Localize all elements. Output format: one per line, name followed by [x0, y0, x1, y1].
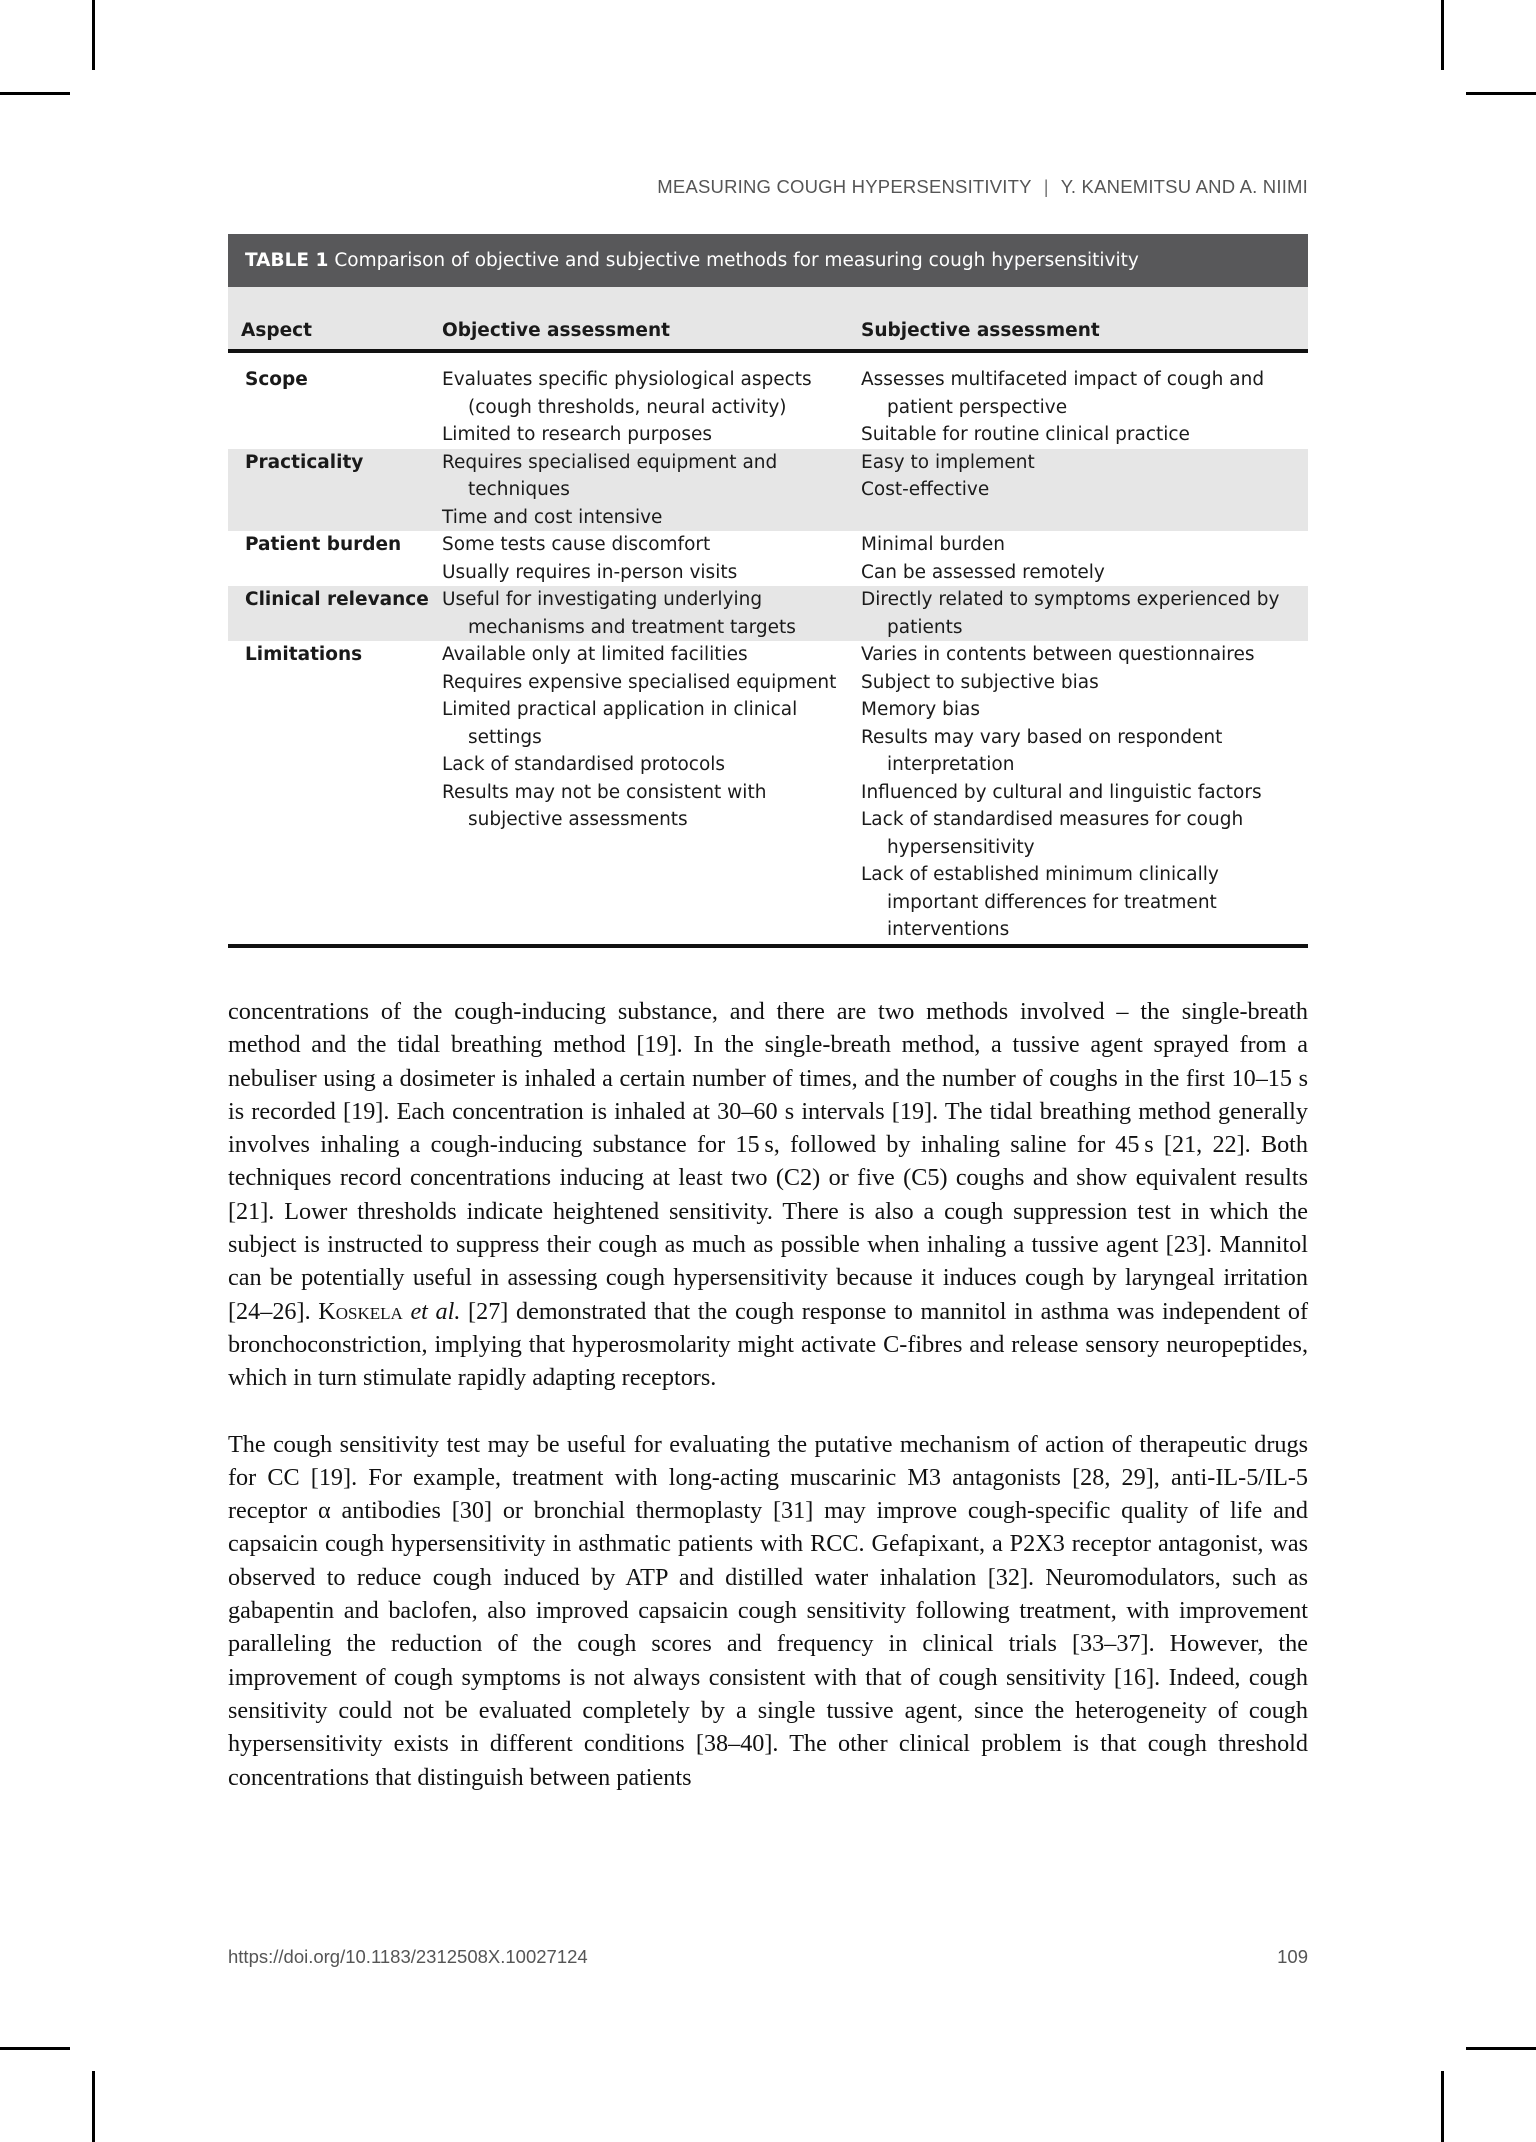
list-item: Suitable for routine clinical practice	[861, 424, 1190, 445]
running-head-title: MEASURING COUGH HYPERSENSITIVITY	[657, 176, 1032, 197]
crop-mark-bottom-right-vertical	[1441, 2071, 1444, 2142]
table-row-scope	[228, 351, 1308, 449]
list-item: Influenced by cultural and linguistic factors	[861, 781, 1262, 803]
objective-cell	[429, 586, 848, 641]
table-row-limitations	[228, 641, 1308, 946]
aspect-cell: Patient burden	[245, 534, 402, 555]
list-item: Results may not be consistent with subjective assessments	[442, 781, 767, 830]
paragraph-2: The cough sensitivity test may be useful for evaluating the putative mechanism of action of therapeutic drugs for CC [19]. For example, treatment with long-acting muscarinic M3 antagonists [28, 29], anti-IL-5/IL-5 receptor α antibodies [30] or bronchial thermoplasty [31] may improve cough-specific quality of life and capsaicin cough hypersensitivity in asthmatic patients with RCC. Gefapixant, a P2X3 receptor antagonist, was observed to reduce cough induced by ATP and distilled water inhalation [32]. Neuromodulators, such as gabapentin and baclofen, also improved capsaicin cough sensitivity following treatment, with improvement paralleling the reduction of the cough scores and frequency in clinical trials [33–37]. However, the improvement of cough symptoms is not always consistent with that of cough sensitivity [16]. Indeed, cough sensitivity could not be evaluated completely by a single tussive agent, since the heterogeneity of cough hypersensitivity exists in different conditions [38–40]. The other clinical problem is that cough threshold concentrations that distinguish between patients	[228, 1430, 1308, 1791]
aspect-cell: Limitations	[228, 641, 429, 946]
table-label: TABLE 1	[245, 250, 329, 271]
table-row-practicality	[228, 449, 1308, 532]
subjective-cell	[848, 586, 1308, 641]
list-item: Time and cost intensive	[442, 506, 663, 528]
subjective-cell	[848, 449, 1308, 532]
list-item: Minimal burden	[861, 534, 1005, 555]
list-item: Usually requires in-person visits	[442, 561, 738, 583]
table-caption	[228, 234, 1308, 287]
table-row-patient-burden	[228, 531, 1308, 586]
objective-cell	[429, 641, 848, 946]
column-header-aspect: Aspect	[228, 287, 429, 351]
aspect-cell: Practicality	[228, 449, 429, 532]
list-item: Subject to subjective bias	[861, 671, 1099, 693]
list-item: Some tests cause discomfort	[442, 534, 711, 555]
objective-cell	[429, 531, 848, 586]
crop-mark-bottom-left-horizontal	[0, 2047, 70, 2050]
list-item: Limited to research purposes	[442, 424, 713, 445]
crop-mark-top-left-horizontal	[0, 92, 70, 95]
list-item: Directly related to symptoms experienced by patients	[861, 589, 1280, 638]
crop-mark-bottom-right-horizontal	[1466, 2047, 1536, 2050]
list-item: Assesses multifaceted impact of cough and patient perspective	[861, 369, 1265, 418]
crop-mark-bottom-left-vertical	[92, 2071, 95, 2142]
list-item: Lack of standardised measures for cough hypersensitivity	[861, 809, 1244, 858]
objective-cell	[429, 449, 848, 532]
paragraph-1-text-a: concentrations of the cough-inducing substance, and there are two methods involved – the single-breath method and the tidal breathing method [19]. In the single-breath method, a tussive agent sprayed from a nebuliser using a dosimeter is inhaled a certain number of times, and the number of coughs in the first 10–15 s is recorded [19]. Each concentration is inhaled at 30–60 s intervals [19]. The tidal breathing method generally involves inhaling a cough-inducing substance for 15 s, followed by inhaling saline for 45 s [21, 22]. Both techniques record concentrations inducing at least two (C2) or five (C5) coughs and show equivalent results [21]. Lower thresholds indicate heightened sensitivity. There is also a cough suppression test in which the subject is instructed to suppress their cough as much as possible when inhaling a tussive agent [23]. Mannitol can be potentially useful in assessing cough hypersensitivity because it induces cough by laryngeal irritation [24–26].	[228, 998, 1308, 1325]
subjective-cell	[848, 351, 1308, 449]
list-item: Requires specialised equipment and techniques	[442, 451, 778, 500]
et-al: et al.	[410, 1297, 461, 1325]
list-item: Memory bias	[861, 699, 980, 720]
subjective-cell	[848, 531, 1308, 586]
running-head-separator: |	[1043, 176, 1049, 197]
page-number: 109	[1277, 1946, 1308, 1967]
running-head	[657, 176, 1308, 198]
body-text	[228, 995, 1308, 1794]
list-item: Requires expensive specialised equipment	[442, 671, 837, 693]
list-item: Results may vary based on respondent interpretation	[861, 726, 1223, 775]
list-item: Useful for investigating underlying mechanisms and treatment targets	[442, 589, 796, 638]
list-item: Lack of standardised protocols	[442, 754, 726, 775]
list-item: Can be assessed remotely	[861, 561, 1105, 583]
list-item: Cost-effective	[861, 479, 990, 500]
list-item: Evaluates specific physiological aspects (cough thresholds, neural activity)	[442, 369, 812, 418]
list-item: Varies in contents between questionnaires	[861, 644, 1255, 665]
crop-mark-top-right-horizontal	[1466, 92, 1536, 95]
running-head-authors: Y. KANEMITSU AND A. NIIMI	[1060, 176, 1308, 197]
table-caption-text: Comparison of objective and subjective methods for measuring cough hypersensitivity	[334, 250, 1139, 271]
aspect-cell: Clinical relevance	[228, 586, 429, 641]
aspect-cell: Scope	[245, 369, 308, 390]
table-header-row	[228, 287, 1308, 351]
paragraph-1	[228, 995, 1308, 1395]
crop-mark-top-right-vertical	[1441, 0, 1444, 70]
comparison-table	[228, 234, 1308, 948]
doi-link[interactable]: https://doi.org/10.1183/2312508X.10027124	[228, 1946, 588, 1967]
subjective-cell	[848, 641, 1308, 946]
column-header-objective: Objective assessment	[429, 287, 848, 351]
column-header-subjective: Subjective assessment	[848, 287, 1308, 351]
table-row-clinical-relevance	[228, 586, 1308, 641]
list-item: Limited practical application in clinical settings	[442, 699, 798, 748]
list-item: Easy to implement	[861, 451, 1035, 473]
objective-cell	[429, 351, 848, 449]
list-item: Lack of established minimum clinically important differences for treatment interventions	[861, 864, 1219, 940]
list-item: Available only at limited facilities	[442, 644, 748, 665]
crop-mark-top-left-vertical	[92, 0, 95, 70]
paragraph-1-text-b: [27] demonstrated that the cough response to mannitol in asthma was independent of bronchoconstriction, implying that hyperosmolarity might activate C-fibres and release sensory neuropeptides, which in turn stimulate rapidly adapting receptors.	[228, 1297, 1308, 1392]
author-name: Koskela	[318, 1297, 403, 1325]
